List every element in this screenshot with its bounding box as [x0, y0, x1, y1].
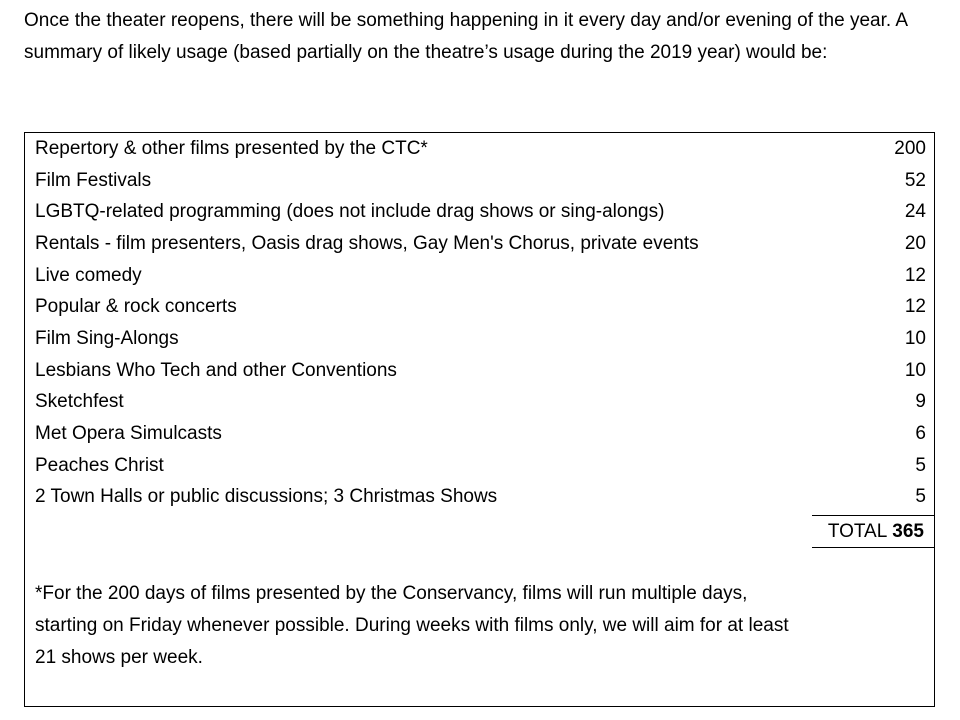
usage-table — [35, 133, 926, 513]
table-row — [35, 323, 926, 355]
row-value: 10 — [904, 327, 926, 349]
table-row — [35, 418, 926, 450]
table-row — [35, 165, 926, 197]
row-value: 6 — [915, 423, 926, 445]
row-label: Lesbians Who Tech and other Conventions — [35, 359, 397, 381]
table-row — [35, 482, 926, 514]
row-label: Peaches Christ — [35, 454, 164, 476]
total-label: TOTAL — [827, 520, 888, 542]
row-value: 10 — [904, 359, 926, 381]
total-value: 365 — [892, 520, 924, 542]
row-value: 9 — [915, 391, 926, 413]
table-row — [35, 355, 926, 387]
row-label: Sketchfest — [35, 391, 124, 413]
footnote: *For the 200 days of films presented by the Conservancy, films will run multiple days, starting on Friday whenever possible. During weeks with films only, we will aim for at least 21 shows per week. — [35, 583, 789, 668]
table-row — [35, 133, 926, 165]
table-row — [35, 228, 926, 260]
table-row — [35, 291, 926, 323]
row-label: LGBTQ-related programming (does not include drag shows or sing-alongs) — [35, 201, 665, 223]
row-label: Film Festivals — [35, 169, 152, 191]
row-value: 20 — [904, 232, 926, 254]
row-label: Repertory & other films presented by the CTC* — [35, 137, 428, 159]
row-value: 200 — [894, 137, 926, 159]
table-row — [35, 196, 926, 228]
row-label: Rentals - film presenters, Oasis drag shows, Gay Men's Chorus, private events — [35, 232, 699, 254]
row-label: Film Sing-Alongs — [35, 327, 179, 349]
table-row — [35, 450, 926, 482]
table-row — [35, 260, 926, 292]
row-value: 12 — [904, 264, 926, 286]
usage-table-box — [24, 132, 935, 707]
row-value: 52 — [904, 169, 926, 191]
row-label: 2 Town Halls or public discussions; 3 Christmas Shows — [35, 486, 498, 508]
row-label: Met Opera Simulcasts — [35, 423, 222, 445]
total-cell — [812, 515, 934, 548]
row-value: 5 — [915, 486, 926, 508]
row-value: 5 — [915, 454, 926, 476]
row-label: Popular & rock concerts — [35, 296, 237, 318]
row-value: 12 — [904, 296, 926, 318]
table-row — [35, 387, 926, 419]
row-label: Live comedy — [35, 264, 142, 286]
row-value: 24 — [904, 201, 926, 223]
intro-paragraph: Once the theater reopens, there will be something happening in it every day and/or evening of the year. A summary of likely usage (based partially on the theatre’s usage during the 2019 year) would be: — [24, 10, 908, 63]
